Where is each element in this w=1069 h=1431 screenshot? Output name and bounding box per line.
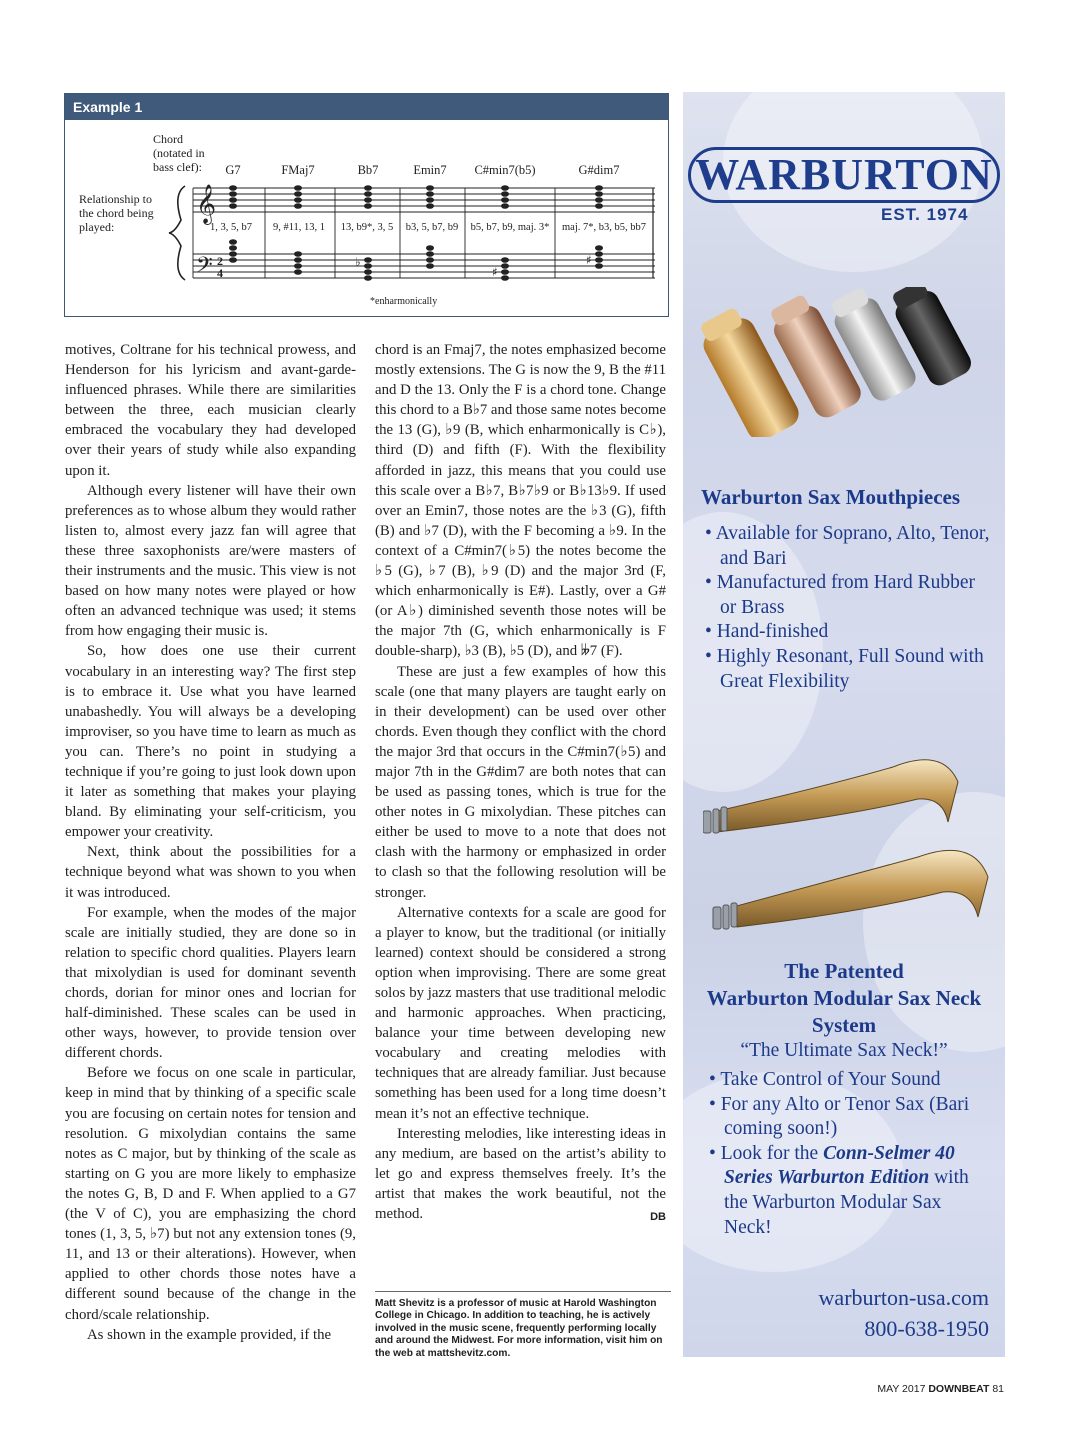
paragraph [375, 1124, 666, 1224]
grand-staff [65, 94, 670, 318]
brand-name: WARBURTON [695, 150, 993, 199]
paragraph: Before we focus on one scale in particular, keep in mind that by thinking of a specific scale you are focusing on certain notes for tension and resolution. G mixolydian contains the same notes as C major, but by thinking of the scale as starting on G you are more likely to emphasize the notes G, B, D and F. When applied to a G7 (the V of C), you are emphasizing the chord tones (1, 3, 5, ♭7) but not any extension tones (9, 11, and 13 or their alterations). However, when applied to other chords those notes have a different sound because of the change in the chord/scale relationship. [65, 1065, 356, 1323]
svg-text:♭: ♭ [355, 255, 361, 269]
paragraph: Although every listener will have their own preferences as to whose album they would rather listen to, almost every jazz fan will agree that these three saxophonists are/were masters of their instruments and the music. This view is not based on how many notes were played or how often an advanced technique was used; it stems from how engaging their music is. [65, 482, 356, 640]
chord-relationship: 1, 3, 5, b7 [210, 222, 252, 233]
product-name: Conn-Selmer 40 Series Warburton Edition [724, 1142, 955, 1189]
chord-name: Emin7 [413, 163, 447, 177]
page-number: 81 [992, 1383, 1004, 1395]
paragraph: Next, think about the possibilities for a technique beyond what was shown to you when it was introduced. [65, 844, 356, 901]
paragraph: chord is an Fmaj7, the notes emphasized become mostly extensions. The G is now the 9, B the #11 and D the 13. Only the F is a chord tone. Change this chord to a B♭7 and those same notes become the 13 (G), ♭9 (B, which enharmonically is C♭), third (D) and fifth (F). With the flexibility afforded in jazz, this means that you could use this scale over a B♭7, B♭7♭9 or B♭13♭9. If used over an Emin7, those notes are the ♭3 (G), fifth (B) and ♭7 (D), with the F becoming a ♭9. In the context of a C#min7(♭5) the notes become the ♭5 (G), ♭7 (B), ♭9 (D) and the major 3rd (F, which enharmonically is E#). Lastly, over a G# (or A♭) diminished seventh those notes will be the major 7th (G, which enharmonically is F double-sharp), ♭3 (B), ♭5 (D), and 𝄫7 (F). [375, 342, 666, 660]
mouthpieces-image [693, 287, 998, 437]
phone-number: 800-638-1950 [864, 1316, 989, 1341]
paragraph: motives, Coltrane for his technical prowess, and Henderson for his lyricism and avant-garde-influenced phrases. While there are similarities between the three, each musician clearly embraced the vocabulary they had developed over their years of study while also expanding upon it. [65, 342, 356, 479]
paragraph: These are just a few examples of how this scale (one that many players are taught early on in their development) can be used over other chords. Even though they conflict with the chord the major 3rd that occurs in the C#min7(♭5) and major 7th in the G#dim7 are both notes that can be used as passing tones, which is true for the other notes in G mixolydian. These pitches can either be used to move to a note that does not clash with the harmony or emphasized in order to clash so that the following resolution will be stronger. [375, 663, 666, 901]
sax-necks-image [703, 727, 1003, 937]
article-column-1 [65, 340, 356, 1345]
feature-item: • Hand-finished [705, 620, 995, 645]
necks-heading-line: Warburton Modular Sax Neck [706, 986, 982, 1010]
necks-heading-line: The Patented [784, 959, 904, 983]
chord-relationship: b3, 5, b7, b9 [405, 222, 459, 233]
svg-text:𝄢: 𝄢 [196, 253, 213, 283]
end-mark: DB [650, 1211, 666, 1224]
svg-text:♯: ♯ [586, 253, 592, 267]
mouthpieces-features [705, 522, 995, 694]
feature-item: • Available for Soprano, Alto, Tenor, and Bari [705, 522, 995, 571]
feature-item: • Highly Resonant, Full Sound with Great Flexibility [705, 645, 995, 694]
example-box [64, 93, 669, 317]
mouthpieces-heading: Warburton Sax Mouthpieces [701, 485, 961, 509]
chord-name: Bb7 [357, 163, 379, 177]
paragraph-text: Interesting melodies, like interesting ideas in any medium, are based on the artist’s ability to let go and express themselves freely. It’s the artist that makes the work beautiful, not the method. [375, 1125, 666, 1223]
paragraph: Alternative contexts for a scale are good for a player to know, but the traditional (or initially learned) context should be considered a strong option when improvising. There are some great solos by jazz masters that use traditional melodic and harmonic approaches. When practicing, balance your time between developing new vocabulary and creating melodies with techniques that are already familiar. Just because something has been used for a long time doesn’t mean it’s not an effective technique. [375, 904, 666, 1122]
paragraph: As shown in the example provided, if the [87, 1326, 332, 1343]
feature-text: with the Warburton Modular Sax Neck! [724, 1167, 969, 1238]
feature-item [709, 1142, 979, 1240]
chord-name: G#dim7 [578, 163, 620, 177]
brand-logo [688, 147, 1000, 203]
necks-heading-line: System [811, 1013, 877, 1037]
chord-label-line: bass clef): [153, 160, 202, 174]
chord-relationship: maj. 7*, b3, b5, bb7 [562, 222, 646, 233]
chord-relationship: 9, #11, 13, 1 [272, 222, 326, 233]
author-bio: Matt Shevitz is a professor of music at Harold Washington College in Chicago. In addition to teaching, he is actively involved in the music scene, frequently performing locally and around the Midwest. For more information, visit him on the web at mattshevitz.com. [375, 1291, 671, 1360]
relationship-label-line: the chord being [79, 206, 154, 220]
chord-name: C#min7(b5) [474, 163, 536, 177]
relationship-label-line: played: [79, 220, 115, 234]
chord-label-line: Chord [153, 132, 183, 146]
page-footer [877, 1383, 1004, 1395]
necks-features [709, 1068, 979, 1240]
example-footnote: *enharmonically [370, 296, 438, 307]
warburton-advertisement [683, 92, 1005, 1357]
paragraph: For example, when the modes of the major scale are initially studied, they are done so in relation to specific chord qualities. Players learn that mixolydian is used for dominant seventh chords, dorian for minor ones and locrian for half-diminished. These scales can be used in other ways, however, to provide tension over different chords. [65, 904, 356, 1062]
svg-text:♯: ♯ [492, 265, 498, 279]
established-year: EST. 1974 [881, 205, 969, 224]
feature-item: • Take Control of Your Sound [709, 1068, 979, 1093]
relationship-label-line: Relationship to [79, 192, 152, 206]
feature-item: • Manufactured from Hard Rubber or Brass [705, 571, 995, 620]
necks-heading [683, 958, 1005, 1039]
chord-name: FMaj7 [281, 163, 315, 177]
necks-tagline: “The Ultimate Sax Neck!” [740, 1040, 948, 1061]
svg-text:𝄞: 𝄞 [196, 184, 217, 224]
magazine-name: DOWNBEAT [928, 1383, 990, 1395]
feature-item: • For any Alto or Tenor Sax (Bari coming soon!) [709, 1093, 979, 1142]
feature-text: Look for the [720, 1142, 819, 1164]
svg-text:2: 2 [217, 254, 223, 268]
chord-label-line: (notated in [153, 146, 205, 160]
issue-date: MAY 2017 [877, 1383, 926, 1395]
svg-text:4: 4 [217, 266, 223, 280]
chord-name: G7 [225, 163, 241, 177]
example-title: Example 1 [65, 94, 668, 120]
paragraph: So, how does one use their current vocabulary in an interesting way? The first step is to embrace it. Use what you have learned unabashedly. You will always be a developing improviser, so you have time to learn as much as you can. There’s no point in studying a technique if you’re going to just look down upon it later as something that makes your playing bland. By eliminating your self-criticism, you empower your creativity. [65, 643, 356, 841]
chord-relationship: b5, b7, b9, maj. 3* [470, 222, 550, 233]
website-link[interactable]: warburton-usa.com [818, 1285, 989, 1310]
article-column-2 [375, 340, 666, 1227]
chord-relationship: 13, b9*, 3, 5 [340, 222, 394, 233]
